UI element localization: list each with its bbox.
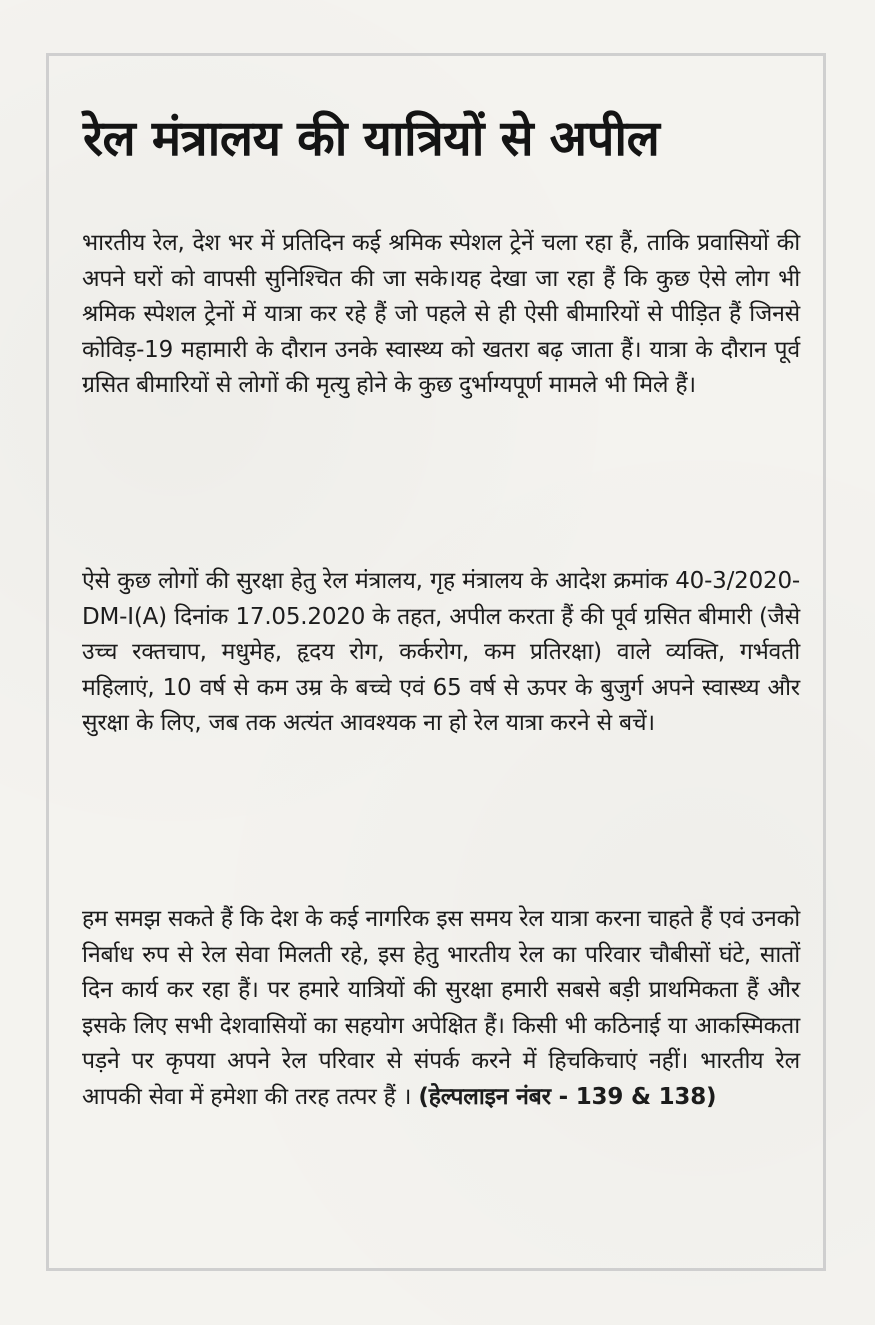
helpline-numbers: (हेल्पलाइन नंबर - 139 & 138) [418, 1083, 717, 1110]
paragraph-closing [82, 902, 800, 1115]
notice-title: रेल मंत्रालय की यात्रियों से अपील [83, 110, 660, 167]
notice-frame [46, 53, 826, 1271]
closing-text: हम समझ सकते हैं कि देश के कई नागरिक इस समय रेल यात्रा करना चाहते हैं एवं उनको निर्बाध रुप से रेल सेवा मिलती रहे, इस हेतु भारतीय रेल का परिवार चौबीसों घंटे, सातों दिन कार्य कर रहा हैं। पर हमारे यात्रियों की सुरक्षा हमारी सबसे बड़ी प्राथमिकता हैं और इसके लिए सभी देशवासियों का सहयोग अपेक्षित हैं। किसी भी कठिनाई या आकस्मिकता पड़ने पर कृपया अपने रेल परिवार से संपर्क करने में हिचकिचाएं नहीं। भारतीय रेल आपकी सेवा में हमेशा की तरह तत्पर हैं । [82, 906, 800, 1110]
paragraph-appeal: ऐसे कुछ लोगों की सुरक्षा हेतु रेल मंत्रालय, गृह मंत्रालय के आदेश क्रमांक 40-3/2020-DM-I(A) दिनांक 17.05.2020 के तहत, अपील करता हैं की पूर्व ग्रसित बीमारी (जैसे उच्च रक्तचाप, मधुमेह, हृदय रोग, कर्करोग, कम प्रतिरक्षा) वाले व्यक्ति, गर्भवती महिलाएं, 10 वर्ष से कम उम्र के बच्चे एवं 65 वर्ष से ऊपर के बुजुर्ग अपने स्वास्थ्य और सुरक्षा के लिए, जब तक अत्यंत आवश्यक ना हो रेल यात्रा करने से बचें। [82, 568, 800, 736]
paragraph-intro: भारतीय रेल, देश भर में प्रतिदिन कई श्रमिक स्पेशल ट्रेनें चला रहा हैं, ताकि प्रवासियों की अपने घरों को वापसी सुनिश्चित की जा सके।यह देखा जा रहा हैं कि कुछ ऐसे लोग भी श्रमिक स्पेशल ट्रेनों में यात्रा कर रहे हैं जो पहले से ही ऐसी बीमारियों से पीड़ित हैं जिनसे कोविड़-19 महामारी के दौरान उनके स्वास्थ्य को खतरा बढ़ जाता हैं। यात्रा के दौरान पूर्व ग्रसित बीमारियों से लोगों की मृत्यु होने के कुछ दुर्भाग्यपूर्ण मामले भी मिले हैं। [82, 230, 800, 398]
